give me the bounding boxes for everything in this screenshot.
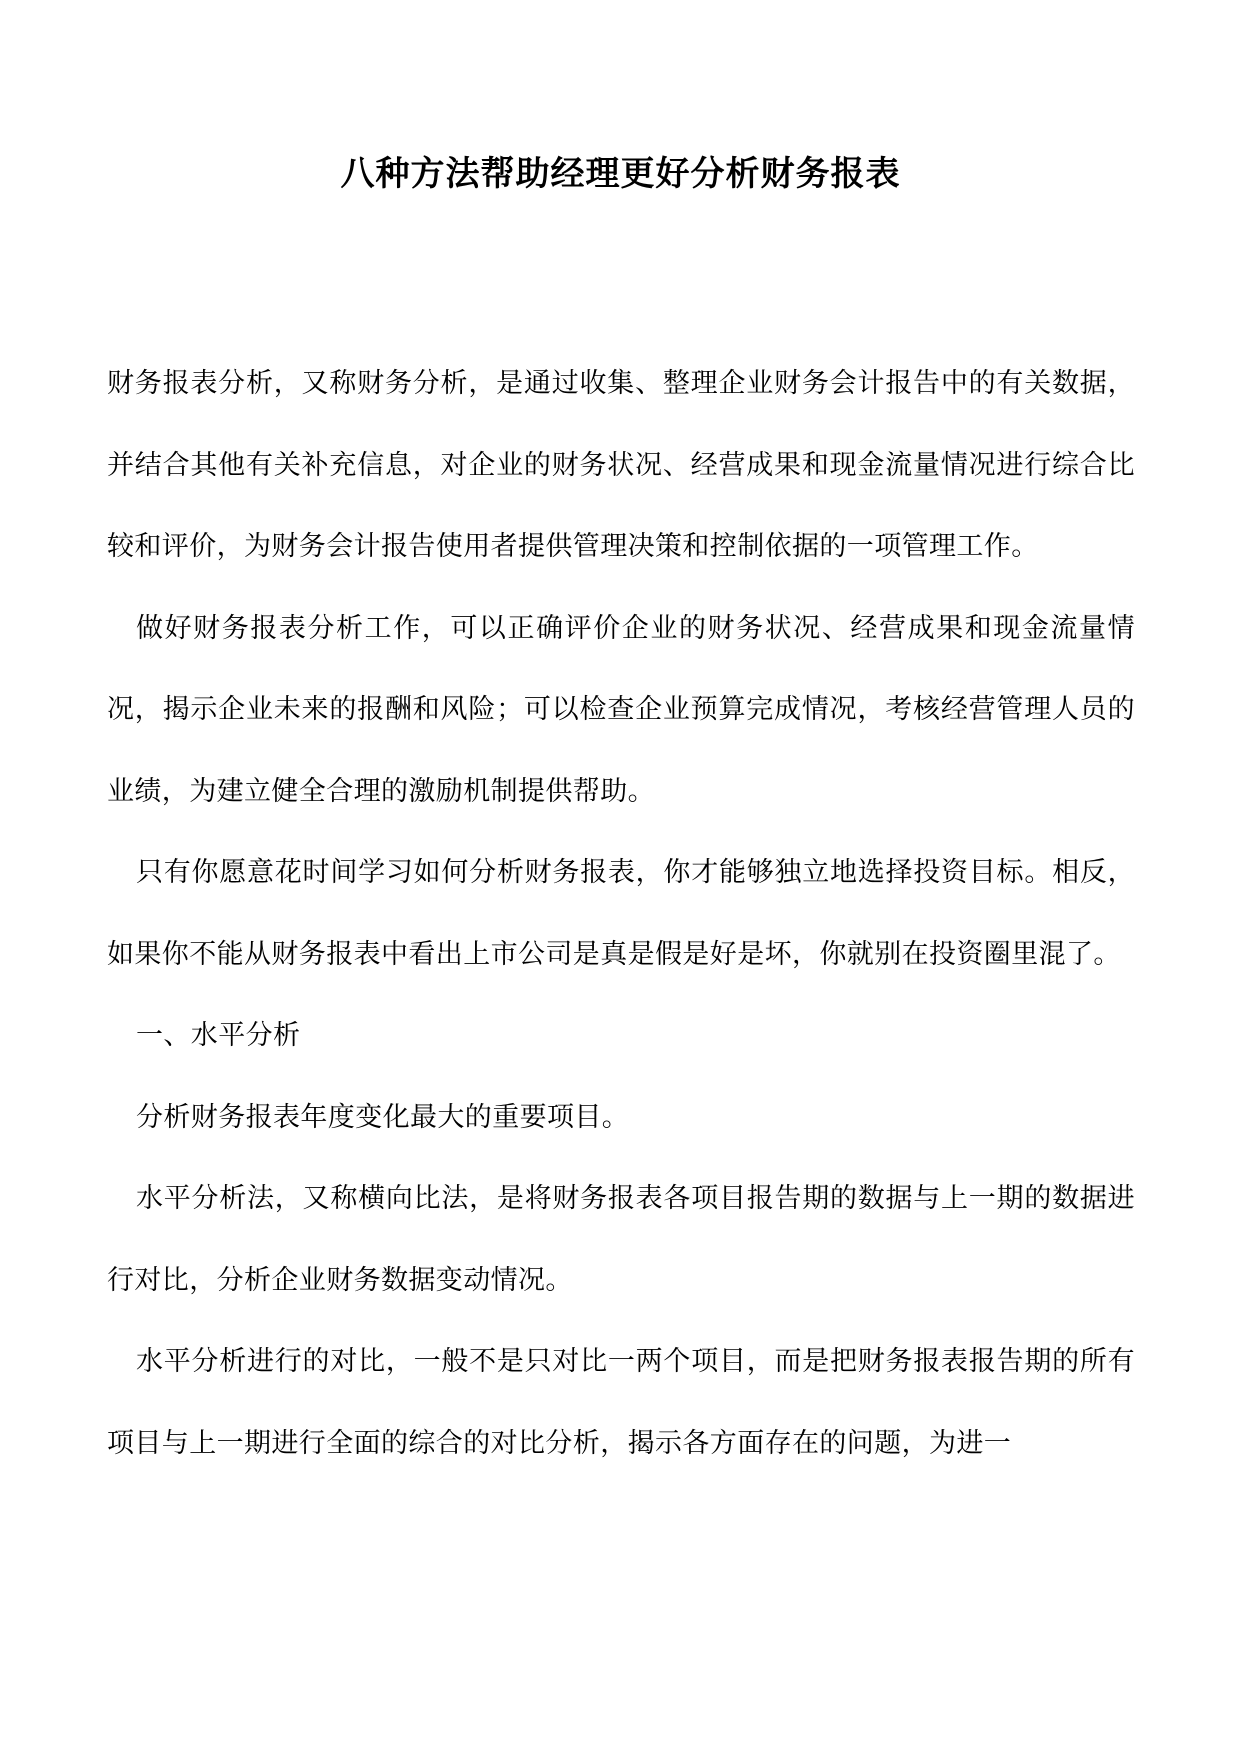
- paragraph-horizontal-detail: 水平分析进行的对比，一般不是只对比一两个项目，而是把财务报表报告期的所有项目与上一期进行全面的综合的对比分析，揭示各方面存在的问题，为进一: [107, 1346, 1135, 1459]
- section-heading-horizontal-analysis: 一、水平分析: [136, 1020, 301, 1051]
- paragraph-benefits: 做好财务报表分析工作，可以正确评价企业的财务状况、经营成果和现金流量情况，揭示企业未来的报酬和风险；可以检查企业预算完成情况，考核经营管理人员的业绩，为建立健全合理的激励机制提供帮助。: [107, 612, 1135, 807]
- paragraph-horizontal-summary: 分析财务报表年度变化最大的重要项目。: [136, 1101, 630, 1133]
- document-title: 八种方法帮助经理更好分析财务报表: [340, 154, 901, 194]
- paragraph-intro: 财务报表分析，又称财务分析，是通过收集、整理企业财务会计报告中的有关数据，并结合其他有关补充信息，对企业的财务状况、经营成果和现金流量情况进行综合比较和评价，为财务会计报告使用者提供管理决策和控制依据的一项管理工作。: [107, 368, 1135, 562]
- paragraph-horizontal-definition: 水平分析法，又称横向比法，是将财务报表各项目报告期的数据与上一期的数据进行对比，分析企业财务数据变动情况。: [107, 1183, 1135, 1296]
- document-body: [107, 343, 1135, 1484]
- paragraph-investment: 只有你愿意花时间学习如何分析财务报表，你才能够独立地选择投资目标。相反，如果你不能从财务报表中看出上市公司是真是假是好是坏，你就别在投资圈里混了。: [107, 857, 1135, 970]
